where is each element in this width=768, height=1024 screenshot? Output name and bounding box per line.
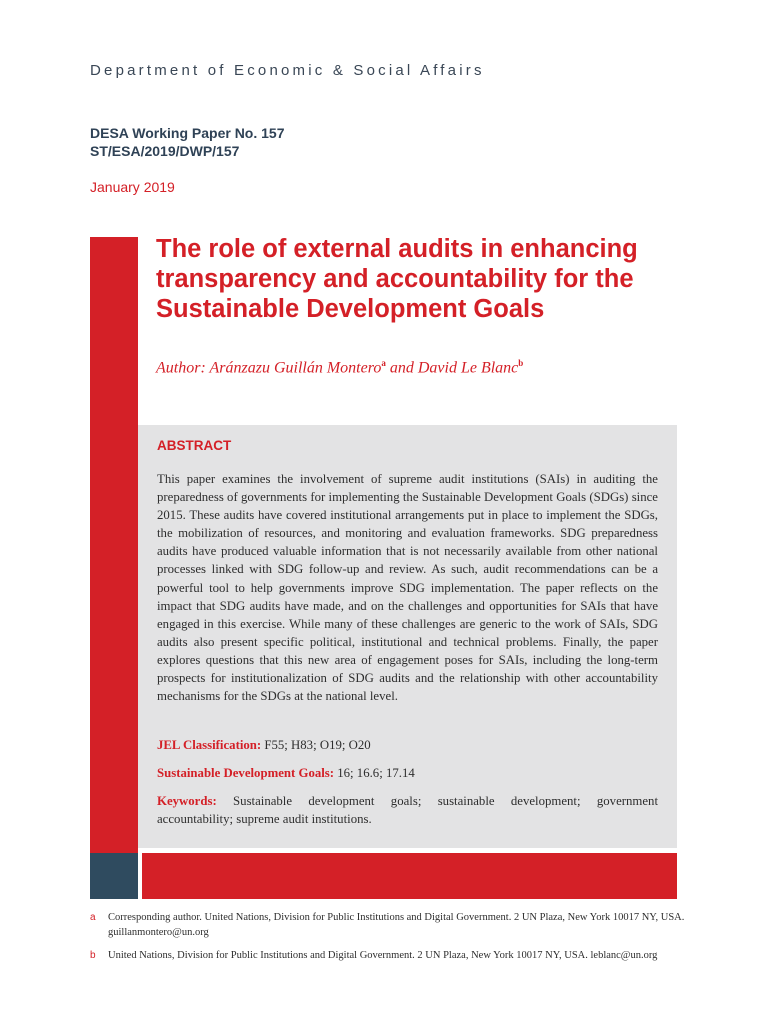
footnote-a-mark: a [90, 912, 96, 923]
footnote-a-text: Corresponding author. United Nations, Division for Public Institutions and Digital Government. 2 UN Plaza, New York 10017 NY, USA. guillanmontero@un.org [108, 912, 685, 938]
department-name: Department of Economic & Social Affairs [90, 62, 485, 79]
author-connector: and [385, 359, 418, 377]
document-symbol: ST/ESA/2019/DWP/157 [90, 143, 240, 159]
navy-accent-block [90, 853, 138, 899]
abstract-heading: ABSTRACT [157, 438, 232, 453]
keywords [157, 792, 658, 828]
keywords-label: Keywords: [157, 794, 217, 808]
author-line [156, 358, 523, 377]
jel-value: F55; H83; O19; O20 [261, 738, 371, 752]
publication-date: January 2019 [90, 179, 175, 195]
jel-label: JEL Classification: [157, 738, 262, 752]
jel-classification [157, 736, 658, 754]
footnote-a [90, 911, 690, 940]
paper-title: The role of external audits in enhancing transparency and accountability for the Sustainable Development Goals [156, 235, 638, 323]
sdg-classification [157, 764, 658, 782]
footnote-b [90, 949, 690, 964]
sdg-value: 16; 16.6; 17.14 [334, 766, 415, 780]
red-side-bar [90, 237, 138, 853]
footnote-b-mark: b [90, 950, 96, 961]
author-1: Aránzazu Guillán Montero [209, 359, 382, 377]
abstract-panel [138, 425, 677, 848]
footnote-b-text: United Nations, Division for Public Institutions and Digital Government. 2 UN Plaza, New York 10017 NY, USA. leblanc@un.org [108, 950, 658, 961]
author-2: David Le Blanc [417, 359, 519, 377]
abstract-body: This paper examines the involvement of supreme audit institutions (SAIs) in auditing the preparedness of governments for implementing the Sustainable Development Goals (SDGs) since 2015. These audits have covered institutional arrangements put in place to implement the SDGs, the mobilization of resources, and monitoring and evaluation frameworks. SDG preparedness audits have produced valuable information that is not necessarily available from other national processes linked with SDG follow-up and review. As such, audit recommendations can be a powerful tool to help governments improve SDG implementation. The paper reflects on the impact that SDG audits have made, and on the challenges and opportunities for SAIs that have engaged in this exercise. While many of these challenges are generic to the work of SAIs, SDG audits also present specific political, institutional and technical problems. Finally, the paper explores questions that this new area of engagement poses for SAIs, including the long-term prospects for institutionalization of SDG audits and the relationship with other accountability mechanisms for the SDGs at the national level. [157, 472, 658, 704]
red-accent-band [142, 853, 677, 899]
author-2-footnote-mark: b [518, 358, 524, 368]
sdg-label: Sustainable Development Goals: [157, 766, 335, 780]
author-1-footnote-mark: a [381, 358, 386, 368]
working-paper-number: DESA Working Paper No. 157 [90, 125, 285, 141]
author-prefix: Author: [156, 359, 210, 377]
keywords-value: Sustainable development goals; sustainable development; government accountability; supreme audit institutions. [157, 794, 658, 826]
paper-series [90, 124, 285, 160]
